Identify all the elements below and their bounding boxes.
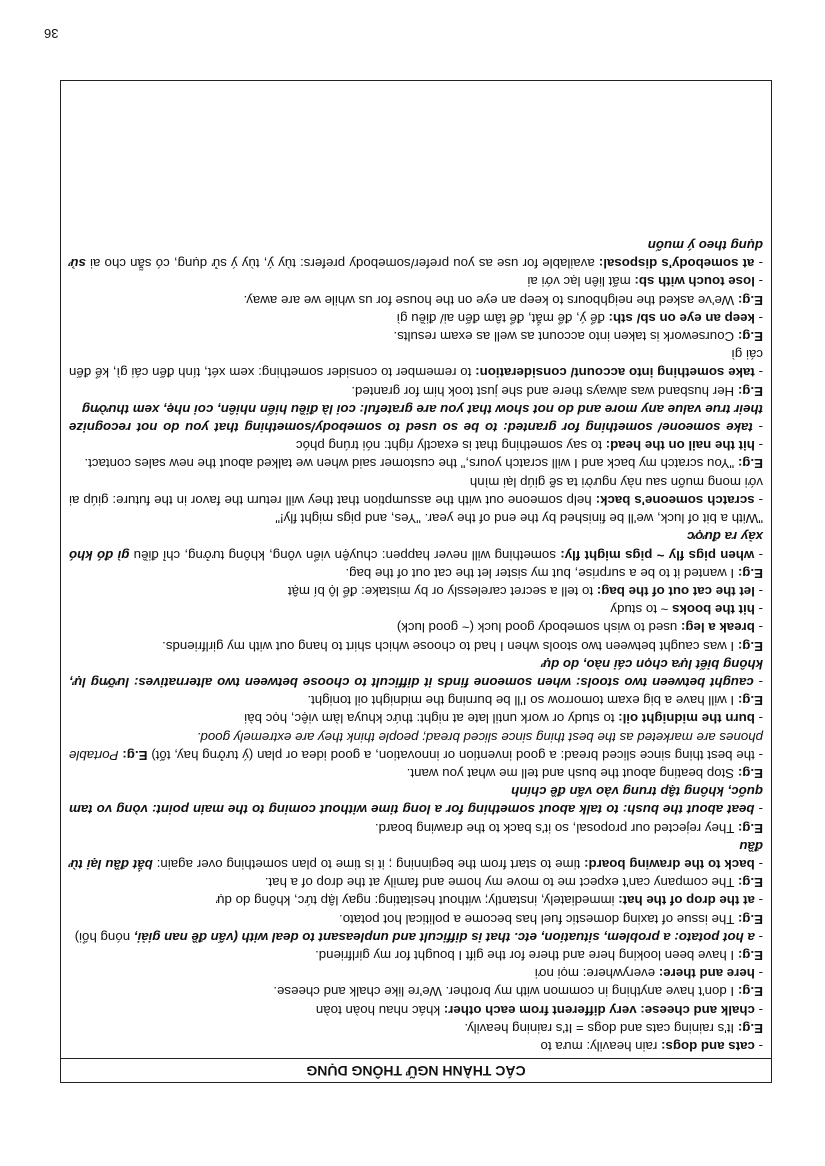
- idiom-text: here and there:: [658, 966, 755, 982]
- idiom-line: [69, 909, 763, 927]
- idiom-line: [69, 1000, 763, 1018]
- idiom-text: - the best thing since sliced bread: a good invention or innovation, a good idea or plan (ý tưởng hay, tốt): [147, 747, 763, 763]
- idiom-text: để ý, để mắt, để tâm đến ai/ điều gì: [396, 310, 609, 326]
- idiom-line: [69, 837, 763, 873]
- idiom-text: -: [754, 711, 763, 727]
- idiom-text: -: [753, 674, 763, 690]
- idiom-text: The company can't expect me to move my home and family at the drop of a hat.: [264, 875, 738, 891]
- idiom-text: to remember to consider something: xem xét, tính đến cái gì, kể đến cái gì: [69, 347, 763, 381]
- idiom-text: bắt đầu lại từ đầu: [68, 838, 763, 872]
- idiom-text: -: [752, 420, 763, 436]
- idiom-text: beat about the bush: to talk about something for a long time without coming to the main point: vòng vo tam quốc, không tập trung vào vấn đề chính: [69, 784, 763, 818]
- idiom-text: E.g:: [737, 984, 763, 1000]
- idiom-text: at the drop of the hat:: [618, 893, 755, 909]
- idiom-text: help someone out with the assumption that they will return the favor in the future: giúp ai với mong muốn sau này người ta sẽ giúp lại mình: [69, 474, 763, 508]
- idiom-text: khác nhau hoàn toàn: [315, 1002, 444, 1018]
- idiom-text: I wanted it to be a surprise, but my sister let the cat out of the bag.: [345, 565, 738, 581]
- idiom-text: immediately, instantly; without hesitating: ngay lập tức, không do dự: [215, 893, 619, 909]
- idiom-text: when pigs fly ~ pigs might fly:: [560, 547, 755, 563]
- idiom-text: ~ to study: [610, 602, 673, 618]
- idioms-box: [60, 80, 772, 1083]
- idiom-text: I don't have anything in common with my brother. We're like chalk and cheese.: [273, 984, 738, 1000]
- idiom-text: Portable phones are marketed as the best thing since sliced bread; people think they are extremely good.: [69, 729, 763, 763]
- idiom-line: [69, 509, 763, 527]
- idiom-line: [69, 782, 763, 818]
- idiom-text: -: [754, 492, 763, 508]
- idiom-text: back to the drawing board:: [584, 856, 755, 872]
- idiom-text: gì đó khó xảy ra được: [68, 529, 763, 563]
- idiom-line: [69, 454, 763, 472]
- idiom-line: [69, 345, 763, 381]
- idiom-line: [69, 400, 763, 436]
- idiom-text: -: [754, 256, 763, 272]
- idiom-line: [69, 636, 763, 654]
- idiom-line: [69, 309, 763, 327]
- idiom-text: E.g:: [737, 292, 763, 308]
- idiom-text: something will never happen: chuyện viển vông, không tưởng, chỉ điều: [129, 547, 561, 563]
- idiom-text: -: [754, 620, 763, 636]
- idiom-line: [69, 272, 763, 290]
- idiom-line: [69, 891, 763, 909]
- idiom-text: Stop beating about the bush and tell me what you want.: [406, 765, 738, 781]
- idiom-line: [69, 436, 763, 454]
- idiom-text: keep an eye on sb/ sth:: [608, 310, 755, 326]
- page-title: CÁC THÀNH NGỮ THÔNG DỤNG: [61, 1058, 771, 1082]
- idiom-text: "You scratch my back and I will scratch yours," the customer said when we talked about the new sales contact.: [84, 456, 738, 472]
- idiom-line: [69, 928, 763, 946]
- idiom-text: to study or work until late at night: thức khuya làm việc, học bài: [244, 711, 619, 727]
- idioms-list: [61, 236, 771, 1058]
- idiom-text: E.g:: [737, 765, 763, 781]
- idiom-text: chalk and cheese: very different from each other:: [443, 1002, 755, 1018]
- idiom-text: Coursework is taken into account as well as exam results.: [393, 329, 738, 345]
- idiom-text: -: [754, 893, 763, 909]
- idiom-line: [69, 564, 763, 582]
- idiom-text: -: [754, 602, 763, 618]
- idiom-text: -: [754, 929, 763, 945]
- idiom-text: scratch someone's back:: [595, 492, 755, 508]
- idiom-line: [69, 691, 763, 709]
- idiom-text: caught between two stools: when someone finds it difficult to choose between two alternatives: lưỡng lự, không biết lựa chọn cái nào, do dự: [69, 656, 763, 690]
- idiom-line: [69, 709, 763, 727]
- idiom-text: take something into account/ consideration:: [475, 365, 755, 381]
- idiom-text: E.g:: [737, 329, 763, 345]
- idiom-text: -: [754, 438, 763, 454]
- idiom-text: a hot potato: a problem, situation, etc. that is difficult and unpleasant to deal with (vấn đề nan giải,: [133, 929, 755, 945]
- idiom-text: -: [754, 966, 763, 982]
- idiom-line: [69, 381, 763, 399]
- idiom-line: [69, 727, 763, 763]
- idiom-text: E.g:: [737, 875, 763, 891]
- idiom-text: mất liên lạc với ai: [527, 274, 635, 290]
- idiom-text: They rejected our proposal, so it's back to the drawing board.: [374, 820, 738, 836]
- idiom-text: E.g:: [122, 747, 148, 763]
- idiom-text: available for use as you prefer/somebody prefers: tùy ý, tùy ý sử dụng, có sẵn cho ai: [85, 256, 599, 272]
- idiom-text: take someone/ something for granted: to be so used to somebody/something that you do not recognize their true value any more and do not show that you are grateful: coi là điều hiển nhiên, coi nhẹ, xem thường: [68, 401, 763, 436]
- idiom-text: I was caught between two stools when I had to choose which shirt to hang out with my girlfriends.: [162, 638, 738, 654]
- idiom-text: everywhere: mọi nơi: [534, 966, 659, 982]
- idiom-text: used to wish somebody good luck (~ good luck): [396, 620, 681, 636]
- idiom-text: at somebody's disposal:: [598, 256, 755, 272]
- idiom-text: E.g:: [737, 693, 763, 709]
- idiom-line: [69, 1019, 763, 1037]
- idiom-line: [69, 946, 763, 964]
- idiom-text: E.g:: [737, 456, 763, 472]
- idiom-text: to tell a secret carelessly or by mistake: để lộ bí mật: [287, 583, 597, 599]
- idiom-text: E.g:: [737, 911, 763, 927]
- idiom-text: rain heavily: mưa to: [540, 1039, 662, 1054]
- idiom-text: -: [754, 274, 763, 290]
- idiom-text: E.g:: [737, 638, 763, 654]
- idiom-text: hit the nail on the head:: [605, 438, 755, 454]
- idiom-text: to say something that is exactly right: nói trúng phóc: [295, 438, 606, 454]
- idiom-text: E.g:: [737, 947, 763, 963]
- idiom-text: -: [754, 1002, 763, 1018]
- idiom-text: I will have a big exam tomorrow so I'll be burning the midnight oil tonight.: [307, 693, 738, 709]
- idiom-line: [69, 964, 763, 982]
- idiom-text: lose touch with sb:: [634, 274, 755, 290]
- idiom-line: [69, 600, 763, 618]
- idiom-text: -: [754, 583, 763, 599]
- idiom-text: -: [754, 310, 763, 326]
- idiom-line: [69, 527, 763, 563]
- idiom-text: -: [754, 856, 763, 872]
- idiom-line: [69, 1037, 763, 1055]
- idiom-line: [69, 327, 763, 345]
- idiom-text: I have been looking here and there for the gift I bought for my girlfriend.: [315, 947, 738, 963]
- idiom-text: We've asked the neighbours to keep an eye on the house for us while we are away.: [243, 292, 738, 308]
- idiom-line: [69, 818, 763, 836]
- idiom-text: -: [754, 1039, 763, 1054]
- page-number: 36: [44, 26, 59, 41]
- idiom-line: [69, 582, 763, 600]
- idiom-text: Her husband was always there and she just took him for granted.: [351, 383, 738, 399]
- idiom-text: cats and dogs:: [661, 1039, 755, 1054]
- idiom-text: E.g:: [737, 565, 763, 581]
- idiom-line: [69, 290, 763, 308]
- idiom-text: break a leg:: [680, 620, 755, 636]
- idiom-text: E.g:: [737, 1020, 763, 1036]
- idiom-text: The issue of taxing domestic fuel has become a political hot potato.: [338, 911, 738, 927]
- idiom-text: burn the midnight oil:: [618, 711, 755, 727]
- idiom-text: let the cat out of the bag:: [596, 583, 755, 599]
- idiom-line: [69, 873, 763, 891]
- idiom-line: [69, 618, 763, 636]
- idiom-text: -: [754, 547, 763, 563]
- idiom-text: It's raining cats and dogs = It's raining heavily.: [464, 1020, 738, 1036]
- idiom-text: hit the books: [672, 602, 755, 618]
- idiom-text: E.g:: [737, 383, 763, 399]
- idiom-text: sử dụng theo ý muốn: [69, 238, 763, 272]
- idiom-line: [69, 655, 763, 691]
- idiom-line: [69, 236, 763, 272]
- idiom-text: time to start from the beginning ; it is time to plan something over again:: [152, 856, 585, 872]
- idiom-line: [69, 764, 763, 782]
- idiom-text: "With a bit of luck, we'll be finished by the end of the year. "Yes, and pigs might fly!": [275, 511, 763, 527]
- idiom-text: nóng hổi): [74, 929, 134, 945]
- idiom-text: E.g:: [737, 820, 763, 836]
- idiom-text: -: [754, 802, 763, 818]
- idiom-line: [69, 982, 763, 1000]
- idiom-text: -: [754, 365, 763, 381]
- idiom-line: [69, 473, 763, 509]
